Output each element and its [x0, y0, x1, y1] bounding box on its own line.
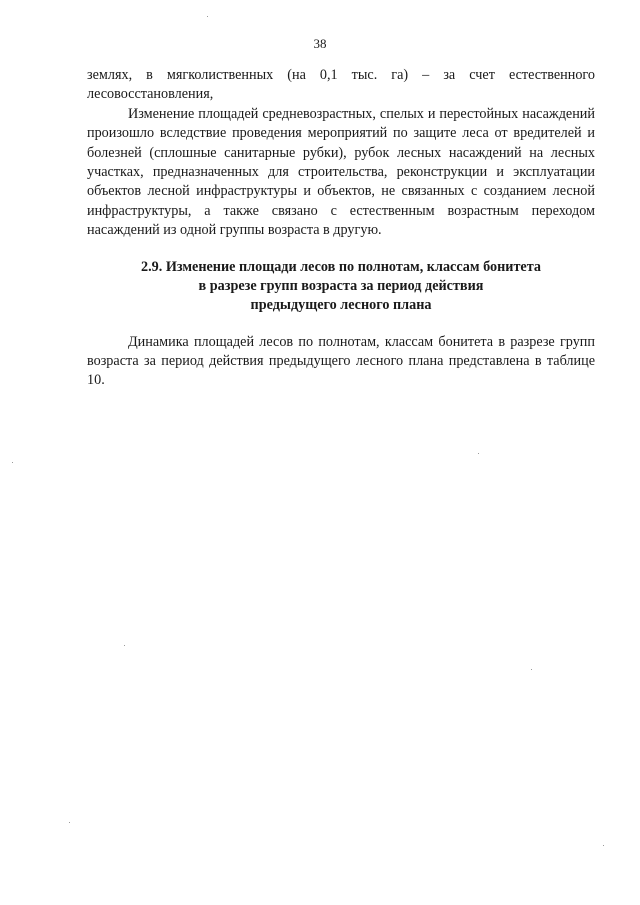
paragraph-area-changes: Изменение площадей средневозрастных, спелых и перестойных насаждений произошло вследствие проведения мероприятий по защите леса от вредителей и болезней (сплошные санитарные рубки), рубок лесных насаждений на лесных участках, предназначенных для строительства, реконструкции и эксплуатации объектов лесной инфраструктуры и объектов, не связанных с созданием лесной инфраструктуры, а также связано с естественным возрастным переходом насаждений из одной группы возраста в другую.: [87, 105, 595, 239]
scan-speck: [207, 16, 208, 17]
scan-speck: [603, 845, 604, 846]
scan-speck: [478, 453, 479, 454]
section-heading-line-1: 2.9. Изменение площади лесов по полнотам, классам бонитета: [141, 258, 541, 275]
page-number: 38: [313, 36, 327, 51]
section-heading: [87, 258, 595, 315]
paragraph-continuation: землях, в мягколиственных (на 0,1 тыс. га) – за счет естественного лесовосстановления,: [87, 67, 595, 103]
section-heading-line-2: в разрезе групп возраста за период действия: [198, 277, 484, 294]
scan-speck: [531, 669, 532, 670]
scan-speck: [12, 462, 13, 463]
document-body: [87, 66, 595, 391]
scan-speck: [124, 645, 125, 646]
paragraph-table-reference: Динамика площадей лесов по полнотам, классам бонитета в разрезе групп возраста за период действия предыдущего лесного плана представлена в таблице 10.: [87, 333, 595, 389]
section-heading-line-3: предыдущего лесного плана: [250, 296, 432, 313]
scan-speck: [69, 822, 70, 823]
